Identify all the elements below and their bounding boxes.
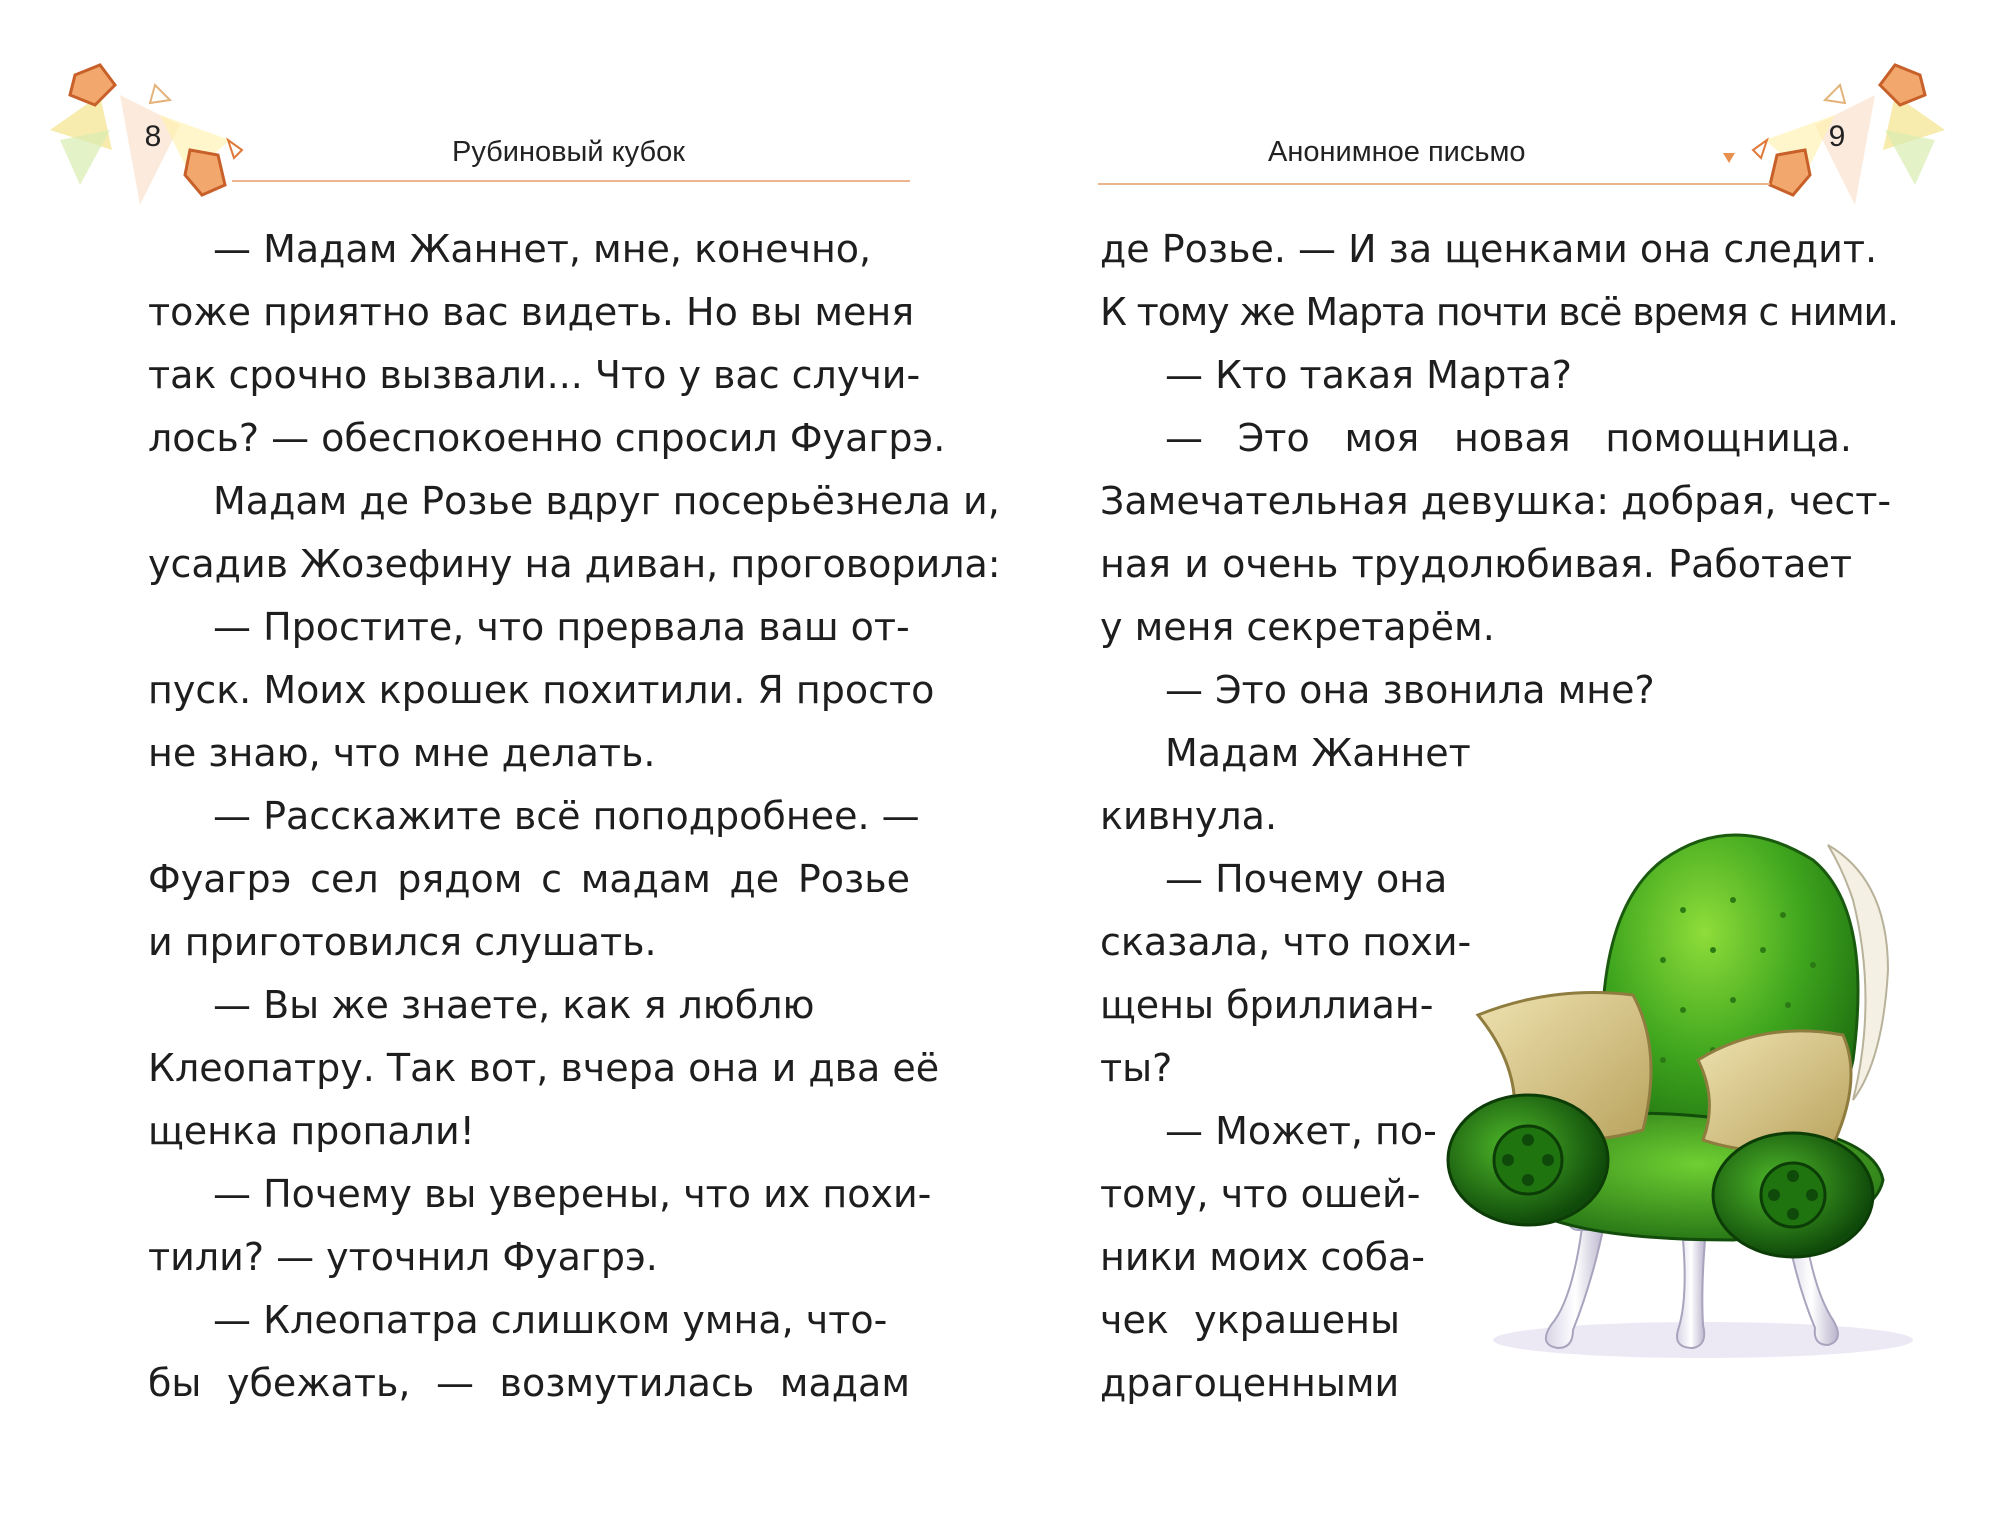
text-line: драгоценными — [1100, 1361, 1400, 1405]
text-line: лось? — обеспокоенно спросил Фуагрэ. — [148, 416, 946, 460]
header-rule — [232, 180, 910, 182]
page-number: 8 — [144, 120, 162, 153]
text-line: — Расскажите всё поподробнее. — — [213, 794, 920, 838]
text-line: — Это она звонила мне? — [1165, 668, 1655, 712]
text-line: щенка пропали! — [148, 1109, 475, 1153]
page-number: 9 — [1828, 120, 1846, 153]
text-line: тили? — уточнил Фуагрэ. — [148, 1235, 658, 1279]
text-line: у меня секретарём. — [1100, 605, 1495, 649]
text-line: ты? — [1100, 1046, 1173, 1090]
text-line: — Может, по- — [1165, 1109, 1437, 1153]
text-line: не знаю, что мне делать. — [148, 731, 656, 775]
text-line: чек украшены — [1100, 1298, 1400, 1342]
text-line: усадив Жозефину на диван, проговорила: — [148, 542, 1001, 586]
text-line: — Почему вы уверены, что их похи- — [213, 1172, 932, 1216]
text-line: Фуагрэ сел рядом с мадам де Розье — [148, 857, 910, 901]
text-line: — Мадам Жаннет, мне, конечно, — [213, 227, 872, 271]
text-line: Замечательная девушка: добрая, чест- — [1100, 479, 1892, 523]
text-line: — Это моя новая помощница. — [1165, 416, 1852, 460]
header-rule — [1098, 183, 1770, 185]
text-line: К тому же Марта почти всё время с ними. — [1100, 290, 1898, 334]
text-line: кивнула. — [1100, 794, 1278, 838]
text-line: Мадам де Розье вдруг посерьёзнела и, — [213, 479, 1000, 523]
text-line: сказала, что похи- — [1100, 920, 1472, 964]
text-line: — Вы же знаете, как я люблю — [213, 983, 815, 1027]
text-line: бы убежать, — возмутилась мадам — [148, 1361, 910, 1405]
text-line: тому, что ошей- — [1100, 1172, 1421, 1216]
text-line: — Простите, что прервала ваш от- — [213, 605, 910, 649]
text-line: ники моих соба- — [1100, 1235, 1426, 1279]
text-line: щены бриллиан- — [1100, 983, 1434, 1027]
running-head: Рубиновый кубок — [452, 136, 685, 168]
text-line: де Розье. — И за щенками она следит. — [1100, 227, 1878, 271]
text-line: ная и очень трудолюбивая. Работает — [1100, 542, 1852, 586]
running-head: Анонимное письмо — [1268, 136, 1526, 168]
text-line: Клеопатру. Так вот, вчера она и два её — [148, 1046, 940, 1090]
text-line: тоже приятно вас видеть. Но вы меня — [148, 290, 915, 334]
text-line: так срочно вызвали... Что у вас случи- — [148, 353, 921, 397]
triangle-ornament-icon — [1722, 152, 1736, 164]
text-line: — Почему она — [1165, 857, 1448, 901]
text-line: — Кто такая Марта? — [1165, 353, 1572, 397]
text-line: Мадам Жаннет — [1165, 731, 1471, 775]
text-line: — Клеопатра слишком умна, что- — [213, 1298, 888, 1342]
green-armchair-illustration — [1433, 800, 1933, 1360]
text-line: и приготовился слушать. — [148, 920, 657, 964]
text-line: пуск. Моих крошек похитили. Я просто — [148, 668, 935, 712]
